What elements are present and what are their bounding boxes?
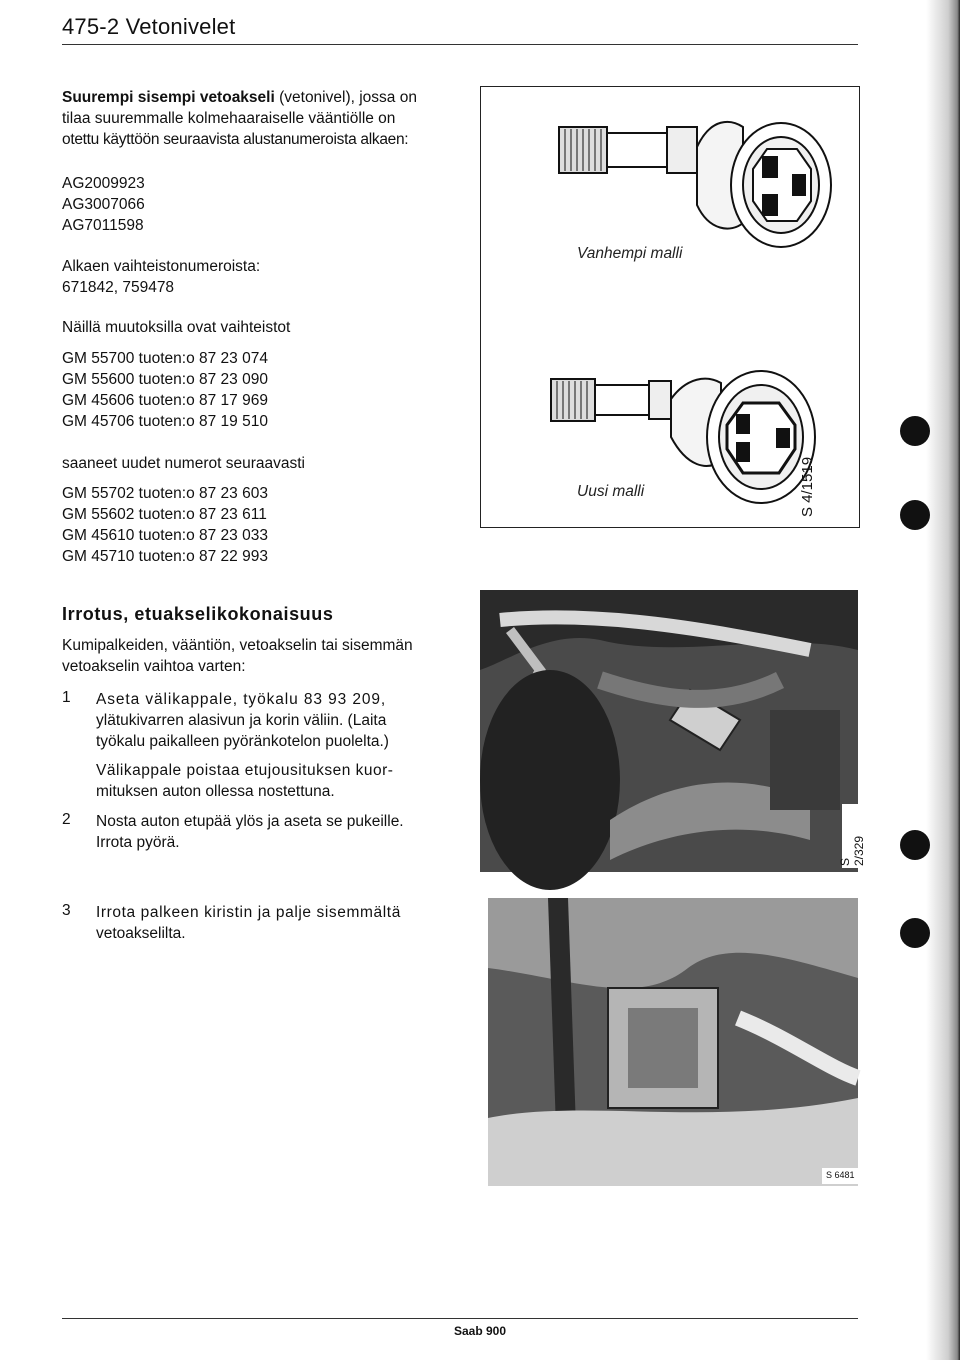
step-line: Nosta auton etupää ylös ja aseta se pukeille. [96,813,404,830]
new-part-row: GM 45710 tuoten:o 87 22 993 [62,548,268,565]
chassis-number: AG7011598 [62,217,144,234]
punch-hole [900,830,930,860]
intro-lead-rest: (vetonivel), jossa on [274,89,417,106]
step-number: 1 [62,689,71,706]
new-numbers-heading: saaneet uudet numerot seuraavasti [62,455,305,472]
footer-model: Saab 900 [453,1324,507,1338]
intro-line-1 [62,87,462,108]
new-part-row: GM 55602 tuoten:o 87 23 611 [62,506,267,523]
step-number: 2 [62,811,71,828]
intro-line-3: otettu käyttöön seuraavista alustanumeroista alkaen: [62,131,409,148]
photo-ref-code: S 6481 [826,1170,855,1180]
step-note-line: Välikappale poistaa etujousituksen kuor- [96,762,394,779]
step-1-text [96,689,446,752]
step-line: Irrota palkeen kiristin ja palje sisemmältä [96,904,401,921]
intro-paragraph [62,87,462,150]
figure-ref-code: S 4/1519 [799,456,816,517]
photo-boot-clamp [488,898,858,1186]
section-intro-line: vetoakselin vaihtoa varten: [62,658,246,675]
old-model-caption: Vanhempi malli [577,245,683,262]
chassis-number: AG3007066 [62,196,145,213]
chassis-number-list [62,173,145,236]
footer-rule [62,1318,858,1319]
new-part-row: GM 45610 tuoten:o 87 23 033 [62,527,268,544]
gearbox-label: Alkaen vaihteistonumeroista: [62,258,261,275]
new-parts-list [62,483,268,567]
step-line: Aseta välikappale, työkalu 83 93 209, [96,691,387,708]
gearbox-block [62,256,260,298]
section-title: Irrotus, etuakselikokonaisuus [62,604,334,624]
punch-hole [900,416,930,446]
punch-hole [900,918,930,948]
binding-edge [926,0,960,1360]
section-intro [62,635,413,677]
step-note-line: mituksen auton ollessa nostettuna. [96,783,335,800]
intro-lead-bold: Suurempi sisempi vetoakseli [62,89,275,106]
gearbox-numbers: 671842, 759478 [62,279,175,296]
photo-ref-code: S 2/329 [838,835,866,866]
photo-spacer-tool [480,590,866,872]
step-2-text [96,811,456,853]
chassis-number: AG2009923 [62,175,145,192]
section-intro-line: Kumipalkeiden, vääntiön, vetoakselin tai sisemmän [62,637,413,654]
new-model-caption: Uusi malli [577,483,645,500]
step-number: 3 [62,902,71,919]
punch-hole [900,500,930,530]
step-1-note [96,760,446,802]
old-parts-list [62,348,268,432]
old-joint-drawing [559,122,831,247]
photo-spacer-tool-image [480,590,858,872]
old-part-row: GM 45606 tuoten:o 87 17 969 [62,392,268,409]
joint-figure [480,86,860,528]
old-part-row: GM 55600 tuoten:o 87 23 090 [62,371,268,388]
old-part-row: GM 55700 tuoten:o 87 23 074 [62,350,268,367]
step-line: Irrota pyörä. [96,834,180,851]
new-part-row: GM 55702 tuoten:o 87 23 603 [62,485,268,502]
photo-boot-clamp-image [488,898,858,1186]
changes-heading: Näillä muutoksilla ovat vaihteistot [62,319,291,336]
old-part-row: GM 45706 tuoten:o 87 19 510 [62,413,268,430]
step-line: ylätukivarren alasivun ja korin väliin. (Laita [96,712,387,729]
step-line: työkalu paikalleen pyöränkotelon puolelta.) [96,733,389,750]
intro-line-2: tilaa suuremmalle kolmehaaraiselle vääntiölle on [62,110,396,127]
step-3-text [96,902,456,944]
page-header: 475-2 Vetonivelet [62,14,236,39]
step-line: vetoakselilta. [96,925,186,942]
header-rule [62,44,858,45]
